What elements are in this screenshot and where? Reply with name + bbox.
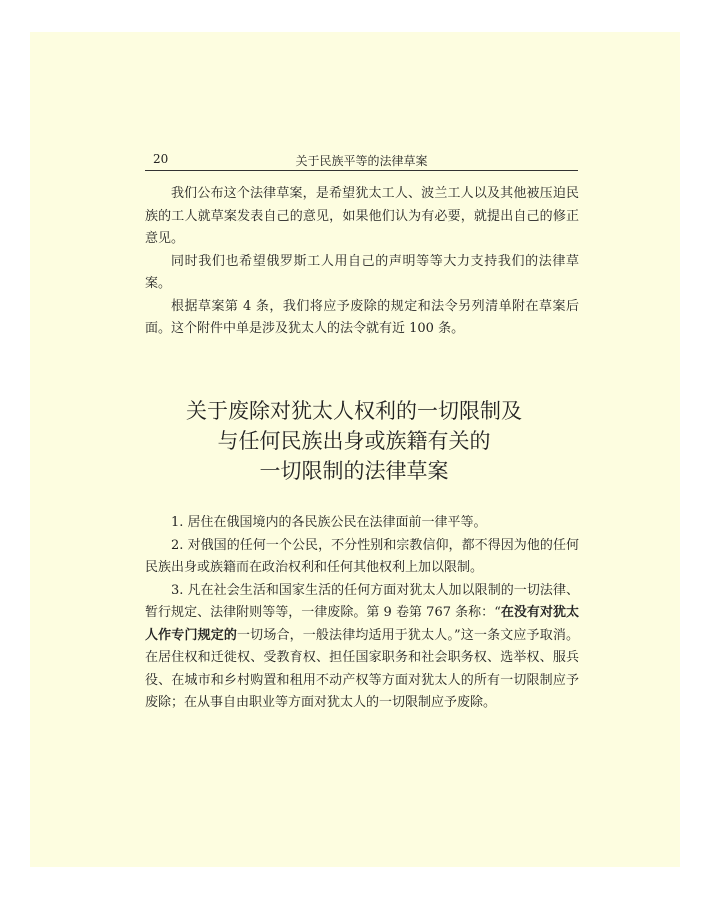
article-2: 2. 对俄国的任何一个公民，不分性别和宗教信仰，都不得因为他的任何民族出身或族籍而在政治权利和任何其他权利上加以限制。: [145, 537, 579, 575]
intro-text: [145, 183, 579, 341]
intro-paragraph: 我们公布这个法律草案，是希望犹太工人、波兰工人以及其他被压迫民族的工人就草案发表自己的意见，如果他们认为有必要，就提出自己的修正意见。: [145, 186, 579, 246]
page-header: [145, 150, 578, 171]
article-3-emphasis: 在没有对犹太人作专门规定的: [145, 605, 579, 643]
article-3-text-cont: 一切场合，一般法律均适用于犹太人。”这一条文应予取消。在居住权和迁徙权、受教育权、担任国家职务和社会职务权、选举权、服兵役、在城市和乡村购置和租用不动产权等方面对犹太人的所有一切限制应予废除；在从事自由职业等方面对犹太人的一切限制应予废除。: [145, 627, 579, 710]
article-3: [145, 580, 579, 715]
intro-paragraph: 根据草案第 4 条，我们将应予废除的规定和法令另列清单附在草案后面。这个附件中单是涉及犹太人的法令就有近 100 条。: [145, 298, 579, 336]
section-title: [120, 396, 588, 486]
running-title: 关于民族平等的法律草案: [295, 154, 428, 168]
intro-paragraph: 同时我们也希望俄罗斯工人用自己的声明等等大力支持我们的法律草案。: [145, 253, 579, 291]
article-1: 1. 居住在俄国境内的各民族公民在法律面前一律平等。: [171, 515, 487, 530]
section-title-line: 关于废除对犹太人权利的一切限制及: [186, 399, 522, 423]
section-title-line: 一切限制的法律草案: [259, 459, 449, 483]
law-articles: [145, 512, 579, 715]
section-title-line: 与任何民族出身或族籍有关的: [217, 429, 491, 453]
page-number: 20: [153, 152, 169, 166]
article-3-text: 3. 凡在社会生活和国家生活的任何方面对犹太人加以限制的一切法律、暂行规定、法律附则等等，一律废除。第 9 卷第 767 条称：“: [145, 582, 579, 620]
